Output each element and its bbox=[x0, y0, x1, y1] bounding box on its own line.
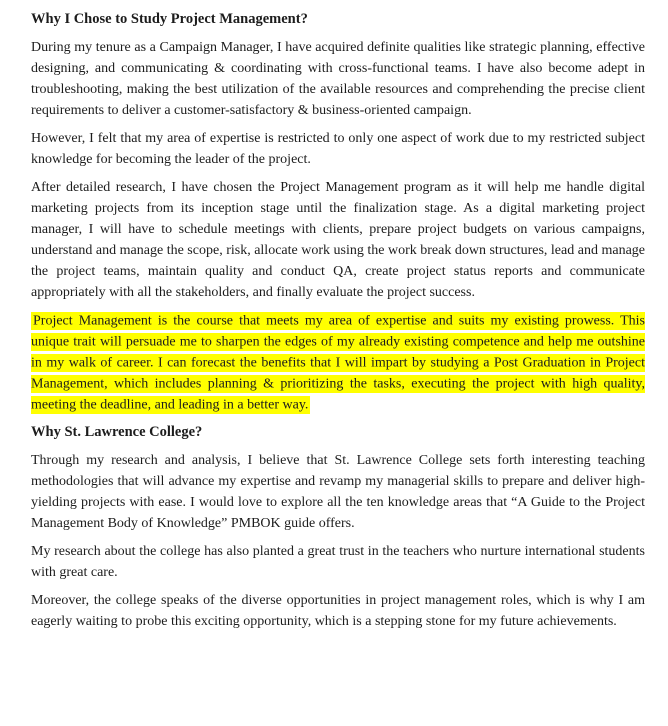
paragraph bbox=[31, 128, 645, 170]
paragraph bbox=[31, 541, 645, 583]
text-run: However, I felt that my area of expertise is restricted to only one aspect of work due to my restricted subject knowledge for becoming the leader of the project. bbox=[31, 131, 645, 167]
text-run: Through my research and analysis, I believe that St. Lawrence College sets forth interesting teaching methodologies that will advance my expertise and revamp my managerial skills to prepare and deliver high-yielding projects with ease. I would love to explore all the ten knowledge areas that “A Guide to the Project Management Body of Knowledge” PMBOK guide offers. bbox=[31, 453, 645, 531]
text-run: Why I Chose to Study Project Management? bbox=[31, 11, 308, 27]
section-heading bbox=[31, 422, 645, 443]
paragraph bbox=[31, 177, 645, 303]
text-run: After detailed research, I have chosen the Project Management program as it will help me handle digital marketing projects from its inception stage until the finalization stage. As a digital marketing project manager, I will have to schedule meetings with clients, prepare project budgets on various campaigns, understand and manage the scope, risk, allocate work using the work break down structures, lead and manage the project teams, maintain quality and conduct QA, create project status reports and communicate appropriately with all the stakeholders, and finally evaluate the project success. bbox=[31, 180, 645, 300]
text-run: Project Management is the course that meets my area of expertise and suits my existing prowess. This unique trait will persuade me to sharpen the edges of my already existing competence and help me outshine in my walk of career. I can forecast the benefits that I will impart by studying a Post Graduation in Project Management, which includes planning & prioritizing the tasks, executing the project with high quality, meeting the deadline, and leading in a better way. bbox=[31, 313, 645, 412]
highlighted-paragraph bbox=[31, 310, 645, 415]
paragraph bbox=[31, 590, 645, 632]
paragraph bbox=[31, 37, 645, 121]
text-run: Why St. Lawrence College? bbox=[31, 424, 203, 440]
text-run: During my tenure as a Campaign Manager, I have acquired definite qualities like strategic planning, effective designing, and communicating & coordinating with cross-functional teams. I have also become adept in troubleshooting, making the best utilization of the available resources and comprehending the precise client requirements to deliver a customer-satisfactory & business-oriented campaign. bbox=[31, 40, 645, 118]
section-heading bbox=[31, 9, 645, 30]
text-run: Moreover, the college speaks of the diverse opportunities in project management roles, which is why I am eagerly waiting to probe this exciting opportunity, which is a stepping stone for my future achievements. bbox=[31, 593, 645, 629]
paragraph bbox=[31, 450, 645, 534]
text-run: My research about the college has also planted a great trust in the teachers who nurture international students with great care. bbox=[31, 544, 645, 580]
